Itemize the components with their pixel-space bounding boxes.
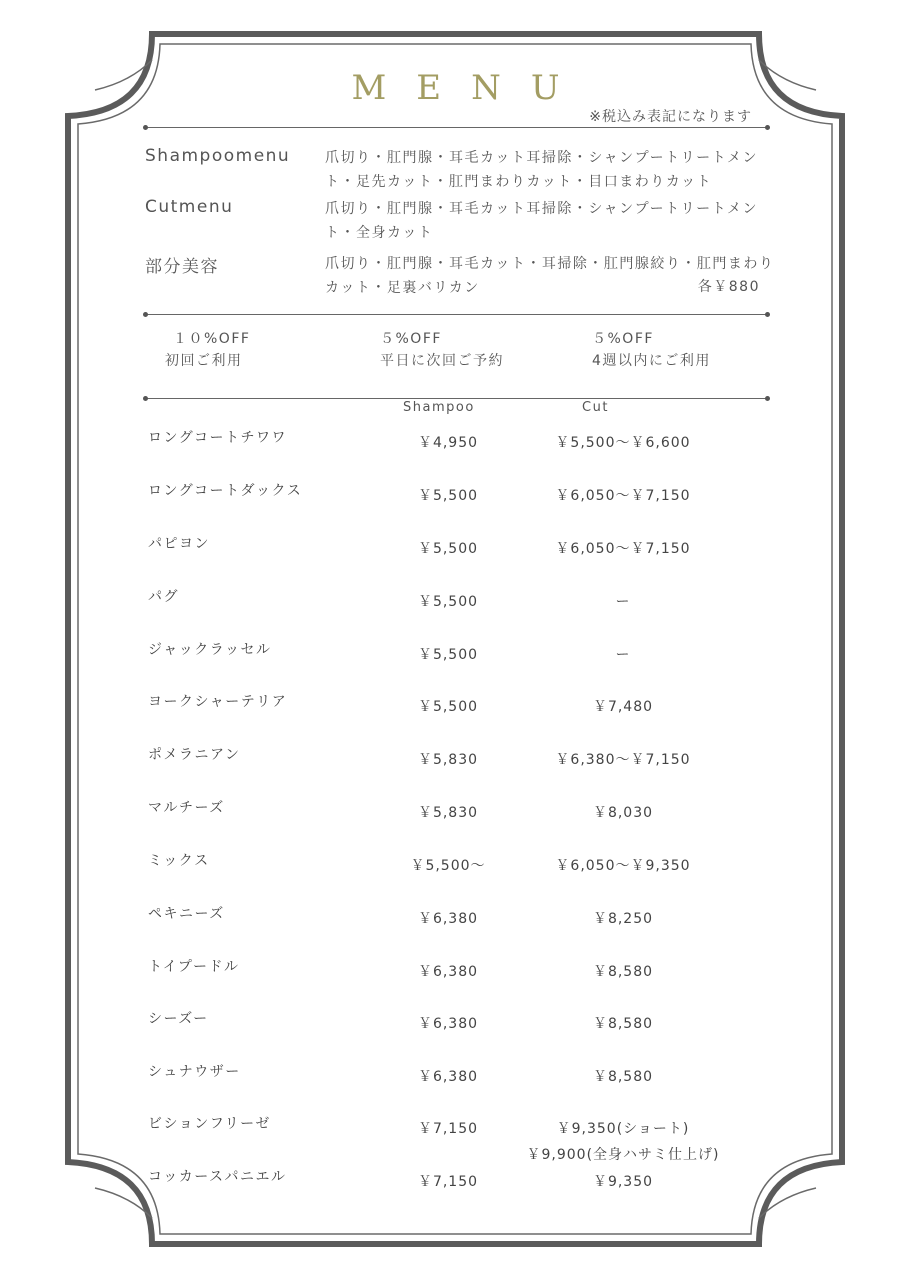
shampoo-price: ￥7,150 [417, 1121, 479, 1137]
breed-name: ヨークシャーテリア [148, 694, 288, 710]
cut-price: ￥6,050〜￥7,150 [555, 488, 691, 504]
course-desc: 爪切り・肛門腺・耳毛カット耳掃除・シャンプートリートメント・足先カット・肛門まわりカット・目口まわりカット [325, 150, 759, 190]
table-row [148, 480, 768, 533]
table-row [148, 956, 768, 1009]
shampoo-price: ￥5,500 [417, 594, 479, 610]
table-row [148, 1147, 768, 1219]
column-header-cut: Cut [582, 400, 609, 415]
table-row [148, 639, 768, 692]
breed-name: ビションフリーゼ [148, 1116, 271, 1132]
discount-4weeks [592, 328, 711, 372]
table-row [148, 850, 768, 903]
cut-price: ￥9,350 [592, 1174, 654, 1190]
breed-name: シーズー [148, 1011, 209, 1027]
breed-name: ジャックラッセル [148, 642, 272, 658]
breed-name: パグ [148, 589, 179, 605]
cut-price: ￥7,480 [592, 699, 654, 715]
course-name: Cutmenu [145, 197, 234, 217]
discount-condition: 平日に次回ご予約 [380, 353, 504, 369]
breed-name: トイプードル [148, 959, 240, 975]
table-row [148, 903, 768, 956]
cut-price: ￥6,380〜￥7,150 [555, 752, 691, 768]
cut-price: ー [615, 647, 631, 663]
shampoo-price: ￥6,380 [417, 1016, 479, 1032]
cut-price: ￥8,580 [592, 1069, 654, 1085]
column-header-shampoo: Shampoo [403, 400, 475, 415]
course-name: Shampoomenu [145, 146, 291, 166]
shampoo-price: ￥5,500 [417, 488, 479, 504]
discount-rate: １０%OFF [173, 331, 251, 347]
shampoo-price: ￥6,380 [417, 911, 479, 927]
shampoo-price: ￥7,150 [417, 1174, 479, 1190]
breed-name: ペキニーズ [148, 906, 225, 922]
divider [145, 398, 768, 399]
tax-note: ※税込み表記になります [589, 109, 752, 125]
breed-name: コッカースパニエル [148, 1169, 287, 1185]
discount-weekday [380, 328, 504, 372]
menu-title: MENU [351, 68, 590, 108]
discount-first-visit [165, 328, 250, 372]
table-row [148, 1008, 768, 1061]
discount-rate: ５%OFF [380, 331, 442, 347]
cut-price: ￥9,350(ショート) [556, 1121, 690, 1137]
cut-price-extra: ￥9,900(全身ハサミ仕上げ) [526, 1147, 720, 1163]
shampoo-price: ￥4,950 [417, 435, 479, 451]
breed-name: ロングコートチワワ [148, 430, 287, 446]
table-row [148, 1061, 768, 1114]
shampoo-price: ￥5,500 [417, 541, 479, 557]
table-row [148, 586, 768, 639]
breed-name: ロングコートダックス [148, 483, 303, 499]
course-desc: 爪切り・肛門腺・耳毛カット・耳掃除・肛門腺絞り・肛門まわりカット・足裏バリカン [325, 256, 775, 296]
cut-price: ￥8,580 [592, 964, 654, 980]
cut-price: ￥8,250 [592, 911, 654, 927]
course-name: 部分美容 [145, 257, 219, 277]
cut-price: ￥6,050〜￥7,150 [555, 541, 691, 557]
shampoo-price: ￥6,380 [417, 964, 479, 980]
discount-rate: ５%OFF [592, 331, 654, 347]
breed-name: ポメラニアン [148, 747, 241, 763]
shampoo-price: ￥5,500 [417, 647, 479, 663]
shampoo-price: ￥6,380 [417, 1069, 479, 1085]
table-row [148, 744, 768, 797]
shampoo-price: ￥5,500 [417, 699, 479, 715]
course-desc: 爪切り・肛門腺・耳毛カット耳掃除・シャンプートリートメント・全身カット [325, 201, 759, 241]
shampoo-price: ￥5,830 [417, 752, 479, 768]
table-row [148, 427, 768, 480]
cut-price: ￥6,050〜￥9,350 [555, 858, 691, 874]
discount-condition: 4週以内にご利用 [592, 353, 711, 369]
cut-price: ￥5,500〜￥6,600 [555, 435, 691, 451]
breed-name: ミックス [148, 853, 210, 869]
cut-price: ￥8,030 [592, 805, 654, 821]
breed-name: マルチーズ [148, 800, 225, 816]
divider [145, 314, 768, 315]
table-row [148, 797, 768, 850]
shampoo-price: ￥5,830 [417, 805, 479, 821]
shampoo-price: ￥5,500〜 [410, 858, 486, 874]
divider [145, 127, 768, 128]
cut-price: ー [615, 594, 631, 610]
table-row [148, 691, 768, 744]
discount-condition: 初回ご利用 [165, 353, 243, 369]
breed-name: パピヨン [148, 536, 210, 552]
table-row [148, 533, 768, 586]
cut-price: ￥8,580 [592, 1016, 654, 1032]
breed-name: シュナウザー [148, 1064, 241, 1080]
course-price: 各￥880 [697, 279, 760, 295]
